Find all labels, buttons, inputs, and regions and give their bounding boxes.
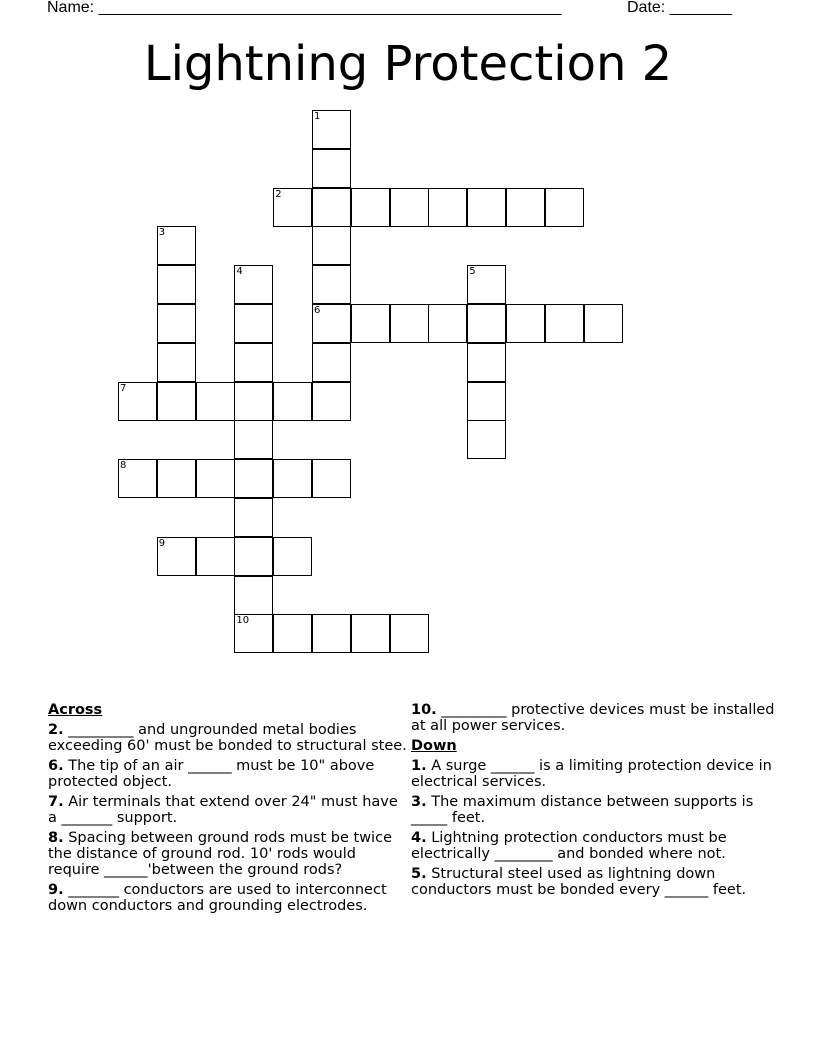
- cell-number: 8: [120, 460, 127, 472]
- crossword-cell[interactable]: [506, 304, 545, 343]
- crossword-cell[interactable]: [351, 304, 390, 343]
- clue-number: 7.: [48, 794, 64, 810]
- crossword-cell[interactable]: [234, 576, 273, 615]
- crossword-cell[interactable]: [467, 304, 506, 343]
- name-field-label: Name: ____________________________________________________: [47, 0, 562, 16]
- crossword-cell[interactable]: [157, 343, 196, 382]
- clue-number: 9.: [48, 882, 64, 898]
- crossword-cell[interactable]: [545, 188, 584, 227]
- clues-column-right: [411, 702, 791, 902]
- clue-down-4: [411, 830, 791, 862]
- crossword-cell[interactable]: [312, 459, 351, 498]
- clue-number: 4.: [411, 830, 427, 846]
- cell-number: 4: [236, 266, 243, 278]
- crossword-cell[interactable]: [234, 304, 273, 343]
- cell-number: 6: [314, 305, 321, 316]
- crossword-cell[interactable]: [312, 110, 351, 149]
- clue-across-10: [411, 702, 791, 734]
- clue-text: _________ protective devices must be installed at all power services.: [411, 702, 775, 734]
- crossword-cell[interactable]: [157, 265, 196, 304]
- crossword-cell[interactable]: [428, 304, 467, 343]
- clues-column-left: [48, 702, 408, 918]
- crossword-cell[interactable]: [467, 343, 506, 382]
- crossword-cell[interactable]: [312, 188, 351, 227]
- crossword-cell[interactable]: [234, 382, 273, 421]
- crossword-cell[interactable]: [234, 537, 273, 576]
- crossword-cell[interactable]: [118, 382, 157, 421]
- crossword-cell[interactable]: [312, 343, 351, 382]
- page-title: Lightning Protection 2: [143, 36, 673, 92]
- clue-down-3: [411, 794, 791, 826]
- across-heading: Across: [48, 702, 103, 718]
- crossword-cell[interactable]: [196, 382, 235, 421]
- clue-text: Lightning protection conductors must be electrically ________ and bonded where not.: [411, 830, 727, 862]
- clue-number: 8.: [48, 830, 64, 846]
- crossword-cell[interactable]: [234, 459, 273, 498]
- crossword-cell[interactable]: [312, 149, 351, 188]
- crossword-cell[interactable]: [351, 614, 390, 653]
- clue-text: Structural steel used as lightning down conductors must be bonded every ______ feet.: [411, 866, 747, 898]
- clue-text: The maximum distance between supports is _____ feet.: [411, 794, 754, 826]
- clue-number: 3.: [411, 794, 427, 810]
- crossword-cell[interactable]: [273, 537, 312, 576]
- cell-number: 10: [236, 615, 250, 627]
- crossword-cell[interactable]: [390, 304, 429, 343]
- clue-across-9: [48, 882, 408, 914]
- clue-text: Air terminals that extend over 24" must have a _______ support.: [48, 794, 398, 826]
- crossword-cell[interactable]: [234, 614, 273, 653]
- crossword-cell[interactable]: [351, 188, 390, 227]
- crossword-cell[interactable]: [273, 382, 312, 421]
- crossword-cell[interactable]: [157, 382, 196, 421]
- cell-number: 9: [158, 537, 166, 549]
- clue-text: The tip of an air ______ must be 10" above protected object.: [48, 758, 375, 790]
- down-heading: Down: [411, 738, 457, 754]
- clue-number: 2.: [48, 722, 64, 738]
- crossword-cell[interactable]: [545, 304, 584, 343]
- clue-across-6: [48, 758, 408, 790]
- crossword-cell[interactable]: [390, 614, 429, 653]
- clue-number: 6.: [48, 758, 64, 774]
- clue-down-5: [411, 866, 791, 898]
- cell-number: 1: [314, 111, 321, 122]
- clue-text: _______ conductors are used to interconnect down conductors and grounding electrodes.: [48, 882, 387, 914]
- crossword-cell[interactable]: [118, 459, 157, 498]
- cell-number: 5: [469, 266, 476, 278]
- crossword-cell[interactable]: [584, 304, 623, 343]
- crossword-cell[interactable]: [234, 265, 273, 304]
- clue-number: 5.: [411, 866, 427, 882]
- crossword-cell[interactable]: [196, 537, 235, 576]
- crossword-cell[interactable]: [157, 459, 196, 498]
- crossword-cell[interactable]: [467, 382, 506, 421]
- date-field-label: Date: _______: [627, 0, 732, 16]
- crossword-cell[interactable]: [467, 265, 506, 304]
- crossword-cell[interactable]: [428, 188, 467, 227]
- clue-text: A surge ______ is a limiting protection device in electrical services.: [411, 758, 772, 790]
- clue-text: _________ and ungrounded metal bodies exceeding 60' must be bonded to structural stee.: [48, 722, 407, 754]
- crossword-cell[interactable]: [273, 188, 312, 227]
- crossword-cell[interactable]: [157, 226, 196, 265]
- crossword-cell[interactable]: [390, 188, 429, 227]
- crossword-cell[interactable]: [273, 459, 312, 498]
- crossword-cell[interactable]: [506, 188, 545, 227]
- crossword-cell[interactable]: [157, 304, 196, 343]
- crossword-cell[interactable]: [273, 614, 312, 653]
- clue-number: 1.: [411, 758, 427, 774]
- crossword-cell[interactable]: [234, 420, 273, 459]
- crossword-cell[interactable]: [234, 498, 273, 537]
- crossword-cell[interactable]: [196, 459, 235, 498]
- crossword-cell[interactable]: [157, 537, 196, 576]
- crossword-cell[interactable]: [312, 226, 351, 265]
- cell-number: 2: [275, 188, 282, 200]
- crossword-cell[interactable]: [312, 304, 351, 343]
- clue-across-7: [48, 794, 408, 826]
- clue-down-1: [411, 758, 791, 790]
- crossword-cell[interactable]: [467, 420, 506, 459]
- crossword-cell[interactable]: [312, 614, 351, 653]
- crossword-cell[interactable]: [312, 265, 351, 304]
- cell-number: 7: [120, 382, 127, 394]
- cell-number: 3: [158, 227, 166, 239]
- crossword-cell[interactable]: [467, 188, 506, 227]
- clue-across-8: [48, 830, 408, 878]
- clue-across-2: [48, 722, 408, 754]
- clue-text: Spacing between ground rods must be twice the distance of ground rod. 10' rods would require ______'between the ground rods?: [48, 830, 392, 878]
- crossword-cell[interactable]: [312, 382, 351, 421]
- clue-number: 10.: [411, 702, 437, 718]
- crossword-cell[interactable]: [234, 343, 273, 382]
